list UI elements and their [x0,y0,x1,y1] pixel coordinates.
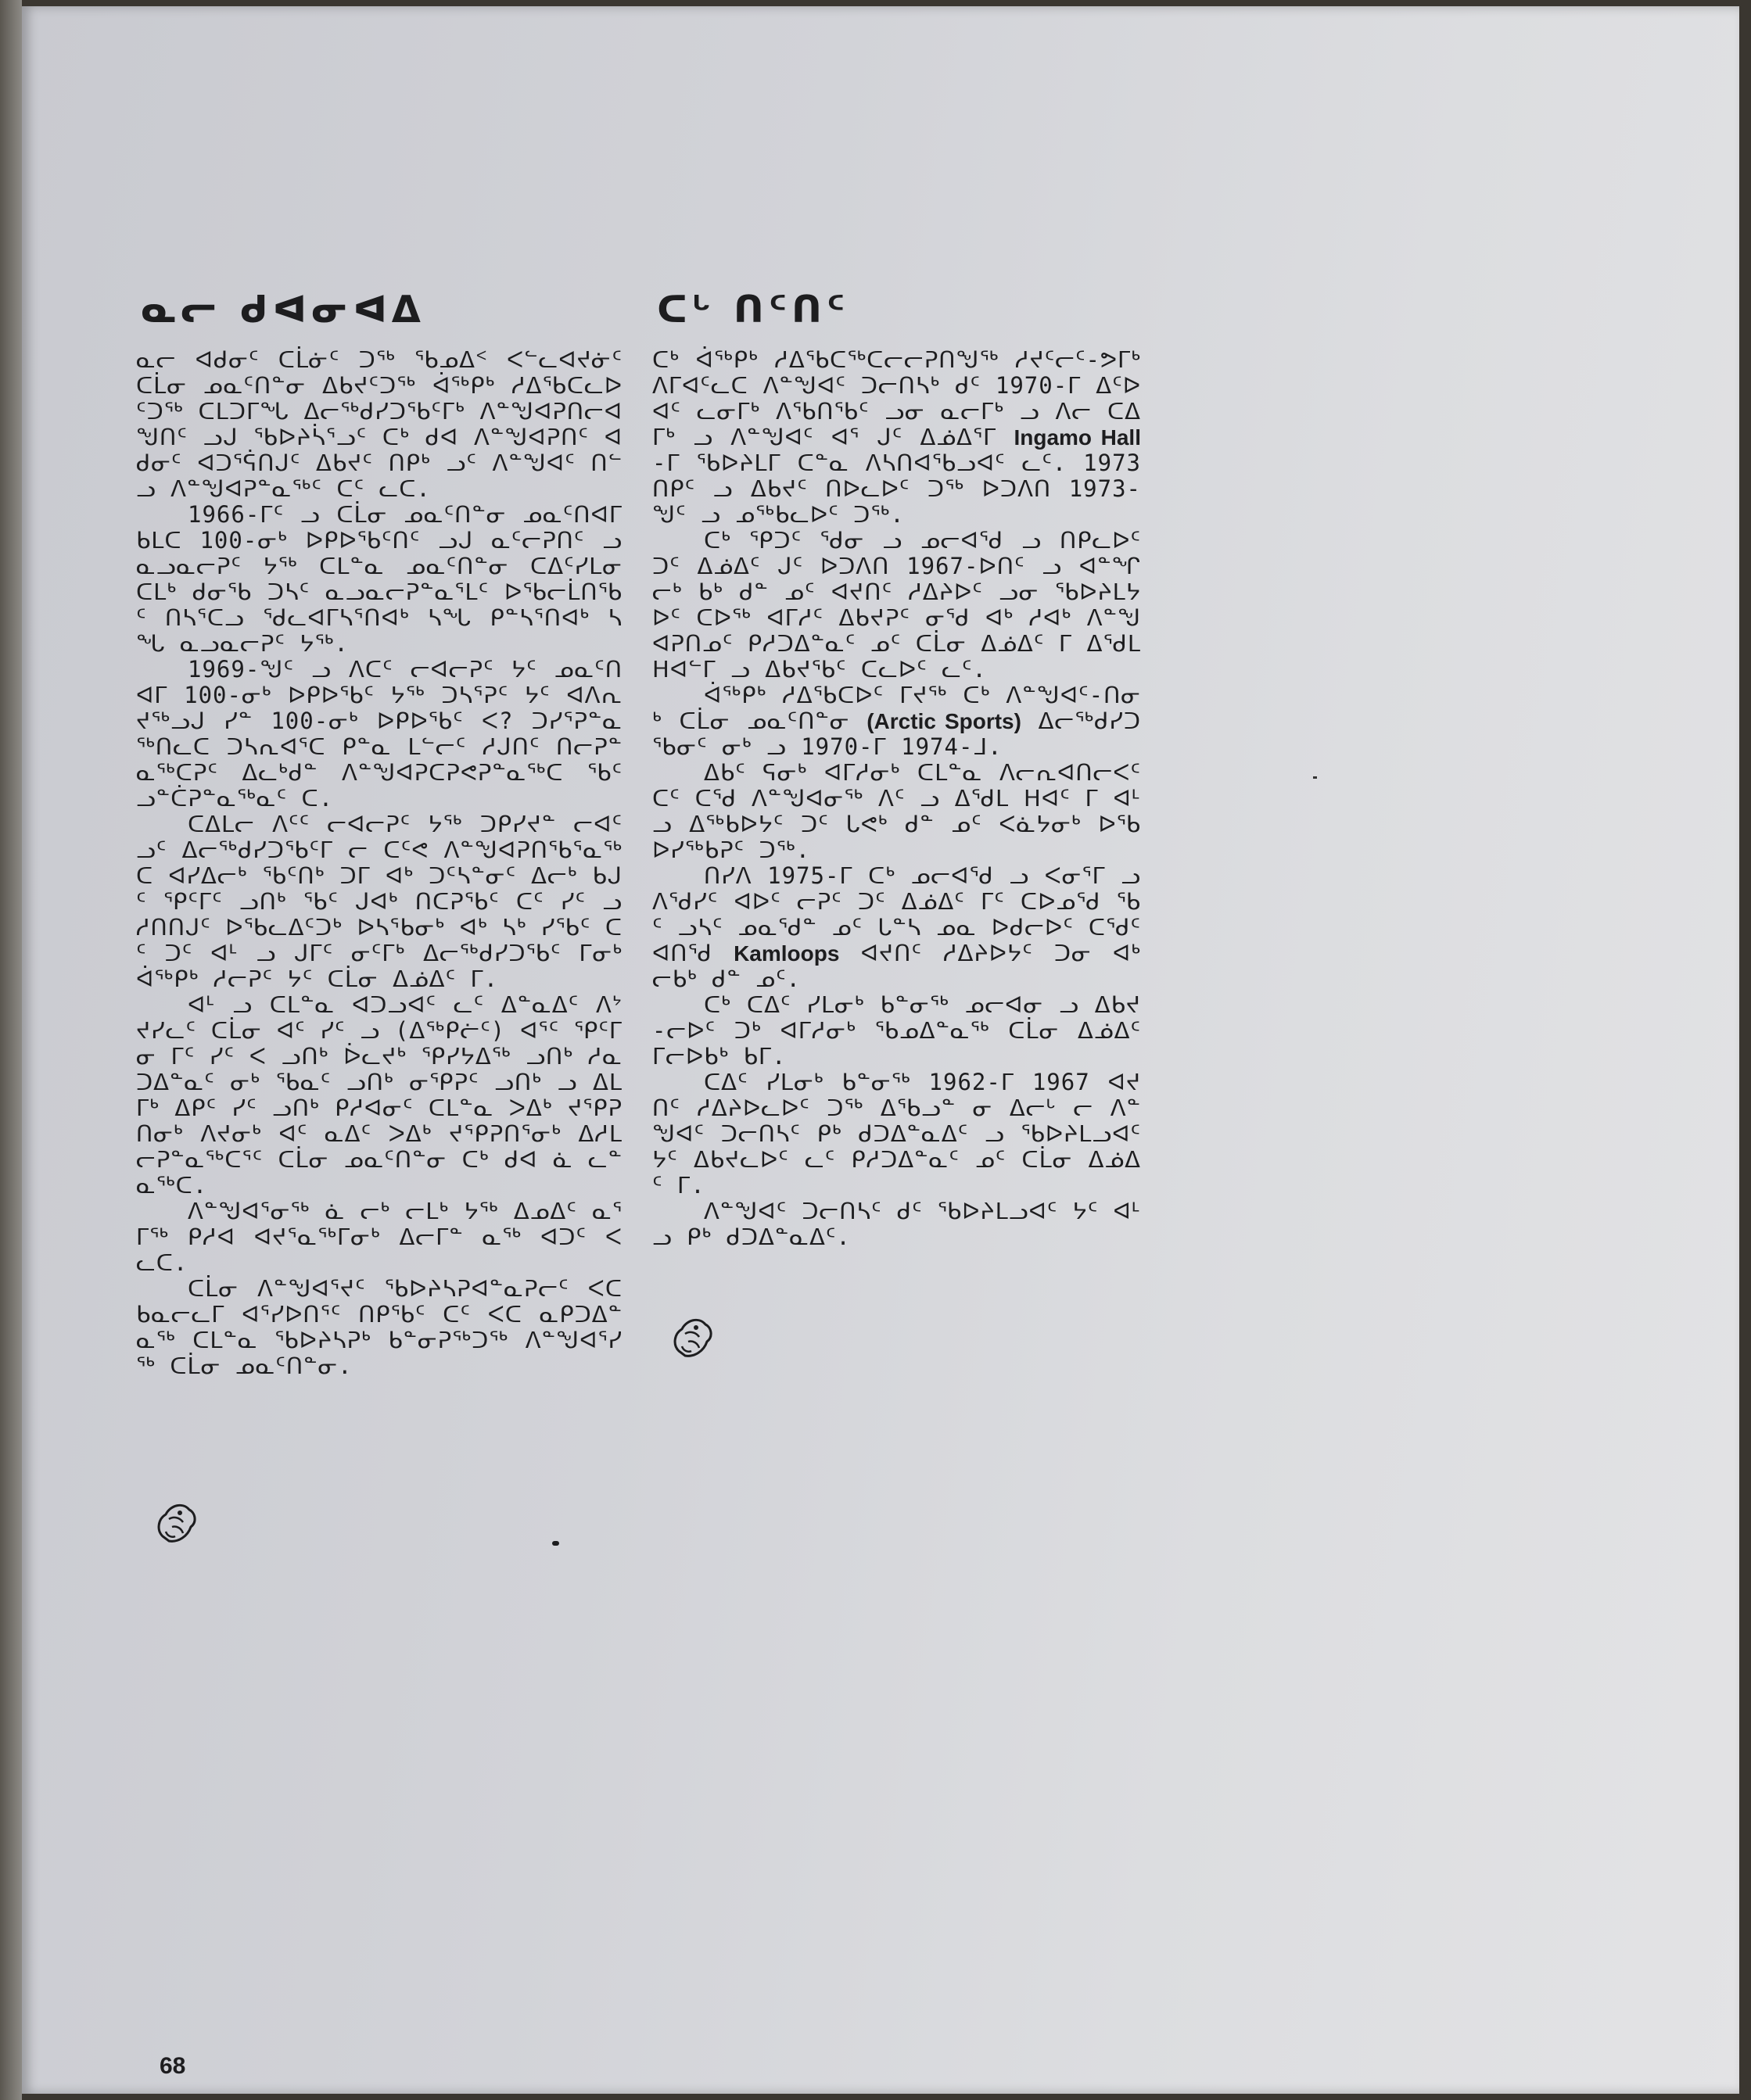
right-paragraph [652,1069,1156,1199]
paragraph-text: ᐊᔪᑎᑦ ᓱᐃᔨᐅᔭᑦ ᑐᓂ ᐊᒃ ᓕᑲᒃ ᑯᓐ ᓄᑦ. [652,940,1156,992]
right-column-heading: ᑕᒡ ᑎᑦᑎᑦ [657,288,850,331]
book-page [22,6,1739,2094]
paragraph-text: ᑎᓯᐱ 1975-ᒥ ᑕᒃ ᓄᓕᐊᖁ ᓗ ᐸᓂᕐᒥ ᓗ ᐱᖁᓯᑦ ᐊᐅᑦ ᓕᕈᑦ ᑐᑦ ᐃᓅᐃᑦ ᒥᑦ ᑕᐅᓄᖁ ᖃᑦ ᓗᓴᑦ ᓄᓇᖁᓐ ᓄᑦ ᒐᓐᓴ ᓄᓇ ᐅᑯᓕᐅᑦ ᑕᖁᑦ ᐊᑎᖁ [652,862,1156,966]
right-paragraph [652,759,1156,863]
ink-dot [552,1541,559,1546]
ink-speck [1313,776,1317,779]
right-column [652,288,1156,1250]
left-column [136,288,637,1379]
paragraph-text: ᑕᒃ ᕿᑐᑦ ᖁᓂ ᓗ ᓄᓕᐊᖁ ᓗ ᑎᑭᓚᐅᑦ ᑐᑦ ᐃᓅᐃᑦ ᒍᑦ ᐅᑐᐱᑎ 1967-ᐅᑎᑦ ᓗ ᐊᓐᖏᓕᒃ ᑲᒃ ᑯᓐ ᓄᑦ ᐊᔪᑎᑦ ᓱᐃᔨᐅᑦ ᓗᓂ ᖃᐅᔨᒪᔭᐅᑦ ᑕᐅᖅ ᐊᒥᓱᑦ ᐃᑲᔪᕈᑦ ᓂᖁ ᐊᒃ ᓱᐊᒃ ᐱᓐᖑᐊᕈᑎᓄᑦ ᑭᓱᑐᐃᓐᓇᑦ ᓄᑦ ᑕᒫᓂ ᐃᓅᐃᑦ ᒥ ᐃᖁᒪ ᕼᐊᓪᒥ ᓗ ᐃᑲᔪᖃᑦ ᑕᓚᐅᑦ ᓚᑦ. [652,527,1156,683]
paragraph-text: ᐃᑲᑦ ᕋᓂᒃ ᐊᒥᓱᓂᒃ ᑕᒪᓐᓇ ᐱᓕᕆᐊᑎᓕᐸᑦ ᑕᑦ ᑕᖁ ᐱᓐᖑᐊᓂᖅ ᐱᑦ ᓗ ᐃᖁᒪ ᕼᐊᑦ ᒥ ᐊᒻ ᓗ ᐃᖅᑲᐅᔭᑦ ᑐᑦ ᒐᕙᒃ ᑯᓐ ᓄᑦ ᐸᓈᔭᓂᒃ ᐅᖃᐅᓯᖅᑲᕈᑦ ᑐᖅ. [652,759,1156,863]
paragraph-text: ᑕᒃ ᑕᐃᑦ ᓯᒪᓂᒃ ᑲᓐᓂᖅ ᓄᓕᐊᓂ ᓗ ᐃᑲᔪ-ᓕᐅᑦ ᑐᒃ ᐊᒥᓱᓂᒃ ᖃᓄᐃᓐᓇᖅ ᑕᒫᓂ ᐃᓅᐃᑦ ᒥᓕᐅᑲᒃ ᑲᒥ. [652,991,1156,1070]
paragraph-text: ᐱᓐᖑᐊᑦ ᑐᓕᑎᓴᑦ ᑯᑦ ᖃᐅᔨᒪᓗᐊᑦ ᔭᑦ ᐊᒻ ᓗ ᑭᒃ ᑯᑐᐃᓐᓇᐃᑦ. [652,1198,1156,1250]
left-paragraph: 1966-ᒥᑦ ᓗ ᑕᒫᓂ ᓄᓇᑦᑎᓐᓂ ᓄᓇᑦᑎᐊᒥ ᑲᒪᑕ 100-ᓂᒃ ᐅᑭᐅᖃᑦᑎᑦ ᓗᒍ ᓇᑦᓕᕈᑎᑦ ᓗ ᓇᓗᓇᓕᕈᑦ ᔭᖅ ᑕᒪᓐᓇ ᓄᓇᑦᑎᓐᓂ ᑕᐃᑦᓯᒪᓂ ᑕᒪᒃ ᑯᓂᖃ ᑐᓴᑦ ᓇᓗᓇᓕᕈᓐᓇᕐᒪᑦ ᐅᖃᓕᒫᑎᖃᑦ ᑎᓴᕐᑕᓗ ᖁᓚᐊᒥᓴᕐᑎᐊᒃ ᓴᖓ ᑭᓐᓴᕐᑎᐊᒃ ᓴᖓ ᓇᓗᓇᓕᕈᑦ ᔭᖅ. [136,501,637,657]
right-paragraph [652,1198,1156,1250]
right-paragraph [652,346,1156,528]
left-paragraph: 1969-ᖑᑦ ᓗ ᐱᑕᑦ ᓕᐊᓕᕈᑦ ᔭᑦ ᓄᓇᑦᑎᐊᒥ 100-ᓂᒃ ᐅᑭᐅᖃᑦ ᔭᖅ ᑐᓴᕐᕈᑦ ᔭᑦ ᐊᐱᕆᔪᖅᓗᒍ ᓯᓐ 100-ᓂᒃ ᐅᑭᐅᖃᑦ ᐸ? ᑐᓯᕐᕈᓐᓇᖅᑎᓚᑕ ᑐᓴᕆᐊᕐᑕ ᑭᓐᓇ ᒪᓪᓕᑦ ᓱᒍᑎᑦ ᑎᓕᕈᓐᓇᖅᑕᕈᑦ ᐃᓚᒃᑯᓐ ᐱᓐᖑᐊᕈᑕᕈᕙᕈᓐᓇᖅᑕ ᖃᑦ ᓗᓐᑖᕈᓐᓇᖅᓇᑦ ᑕ. [136,656,637,812]
paragraph-text: ᐃᓕᖅᑯᓯᑐᖃᓂᑦ ᓂᒃ ᓗ 1970-ᒥ 1974-ᒧ. [652,708,1142,760]
section-end-emblem-icon [668,1310,718,1365]
english-term: Kamloops [734,941,840,966]
left-paragraph: ᑕᐃᒪᓕ ᐱᑦᑦ ᓕᐊᓕᕈᑦ ᔭᖅ ᑐᑭᓯᔪᓐ ᓕᐊᑦ ᓗᑦ ᐃᓕᖅᑯᓯᑐᖃᑦᒥ ᓕ ᑕᑦᕙ ᐱᓐᖑᐊᕈᑎᖃᕐᓇᖅᑕ ᐊᓯᐃᓕᒃ ᖃᑦᑎᒃ ᑐᒥ ᐊᒃ ᑐᑦᓴᓐᓂᑦ ᐃᓕᒃ ᑲᒍᑦ ᕿᑦᒥᑦ ᓗᑎᒃ ᖃᑦ ᒍᐊᒃ ᑎᑕᕈᖃᑦ ᑕᑦ ᓯᑦ ᓗ ᓱᑎᑎᒍᑦ ᐅᖃᓚᐃᑦᑐᒃ ᐅᓴᕐᑲᓂᒃ ᐊᒃ ᓴᒃ ᓯᖃᑦ ᑕᑦ ᑐᑦ ᐊᒻ ᓗ ᒍᒥᑦ ᓂᑦᒥᒃ ᐃᓕᖅᑯᓯᑐᖃᑦ ᒥᓂᒃ ᐋᖅᑭᒃ ᓱᓕᕈᑦ ᔭᑦ ᑕᒫᓂ ᐃᓅᐃᑦ ᒥ. [136,811,637,992]
right-column-body [652,346,1156,1250]
right-paragraph [652,862,1156,992]
left-column-heading: ᓇᓕ ᑯᐊᓂᐊᐃ [141,288,425,331]
right-paragraph [652,527,1156,683]
left-paragraph: ᐱᓐᖑᐊᕐᓂᖅ ᓈ ᓕᒃ ᓕᒪᒃ ᔭᖅ ᐃᓄᐃᑦ ᓇᕐᒥᖅ ᑭᓱᐊ ᐊᔪᕐᓇᖅᒥᓂᒃ ᐃᓕᒥᓐ ᓇᖅ ᐊᑐᑦ ᐸ ᓚᑕ. [136,1198,637,1276]
page-number: 68 [160,2053,186,2079]
book-page-edge [0,0,22,2100]
paragraph-text: ᑕᒃ ᐋᖅᑭᒃ ᓱᐃᖃᑕᖅᑕᓕᓕᕈᑎᖑᖅ ᓱᔪᑦᓕᑦ-ᕗᒥᒃ ᐱᒥᐊᑦᓚᑕ ᐱᓐᖑᐊᑦ ᑐᓕᑎᓴᒃ ᑯᑦ 1970-ᒥ ᐃᑦᐅᐊᑦ ᓚᓂᒥᒃ ᐱᖃᑎᖃᑦ ᓗᓂ ᓇᓕᒥᒃ ᓗ ᐱᓕ ᑕᐃᒥᒃ ᓗ ᐱᓐᖑᐊᑦ ᐊᕐ ᒍᑦ ᐃᓅᐃᕐᒥ [652,346,1156,450]
english-term: Ingamo Hall [1014,425,1141,450]
paragraph-text: ᐋᖅᑭᒃ ᓱᐃᖃᑕᐅᑦ ᒥᔪᖅ ᑕᒃ ᐱᓐᖑᐊᑦ-ᑎᓂᒃ ᑕᒫᓂ ᓄᓇᑦᑎᓐᓂ [652,682,1141,734]
paragraph-text: -ᒥ ᖃᐅᔨᒪᒥ ᑕᓐᓇ ᐱᓴᑎᐊᖃᓗᐊᑦ ᓚᑦ. 1973 ᑎᑭᑦ ᓗ ᐃᑲᔪᑦ ᑎᐅᓚᐅᑦ ᑐᖅ ᐅᑐᐱᑎ 1973-ᖑᑦ ᓗ ᓄᖅᑲᓚᐅᑦ ᑐᖅ. [652,424,1156,528]
section-end-emblem-icon [152,1496,202,1550]
right-paragraph [652,991,1156,1070]
right-paragraph [652,683,1141,760]
left-paragraph: ᐊᒻ ᓗ ᑕᒪᓐᓇ ᐊᑐᓗᐊᑦ ᓚᑦ ᐃᓐᓇᐃᑦ ᐱᔾ ᔪᓯᓚᑦ ᑕᒫᓂ ᐊᑦ ᓯᑦ ᓗ (ᐃᖅᑭᓖᑦ) ᐊᕐᑦ ᕿᑦᒥ ᓂ ᒥᑦ ᓯᑦ ᐸ ᓗᑎᒃ ᐆᓚᔪᒃ ᕿᓯᔭᐃᖅ ᓗᑎᒃ ᓱᓇᑐᐃᓐᓇᑦ ᓂᒃ ᖃᓇᑦ ᓗᑎᒃ ᓂᕿᕈᑦ ᓗᑎᒃ ᓗ ᐃᒪᒥᒃ ᐃᑭᑦ ᓯᑦ ᓗᑎᒃ ᑭᓱᐊᓂᑦ ᑕᒪᓐᓇ ᐳᐃᒃ ᔪᕐᑭᕈᑎᓂᒃ ᐱᔪᓂᒃ ᐊᑦ ᓇᐃᑦ ᐳᐃᒃ ᔪᕐᑭᕈᑎᕐᓂᒃ ᐃᓱᒪᓕᕈᓐᓇᖅᑕᕐᑦ ᑕᒫᓂ ᓄᓇᑦᑎᓐᓂ ᑕᒃ ᑯᐊ ᓈ ᓚᓐᓇᖅᑕ. [136,991,637,1199]
left-paragraph: ᑕᒫᓂ ᐱᓐᖑᐊᕐᔪᑦ ᖃᐅᔨᓴᕈᐊᓐᓇᕈᓕᑦ ᐸᑕ ᑲᓇᓕᓚᒥ ᐊᕐᓯᐅᑎᕐᑦ ᑎᑭᖃᑦ ᑕᑦ ᐸᑕ ᓇᑭᑐᐃᓐᓇᖅ ᑕᒪᓐᓇ ᖃᐅᔨᓴᕈᒃ ᑲᓐᓂᕈᖅᑐᖅ ᐱᓐᖑᐊᕐᓯᖅ ᑕᒫᓂ ᓄᓇᑦᑎᓐᓂ. [136,1275,637,1379]
left-paragraph: ᓇᓕ ᐊᑯᓂᑦ ᑕᒫᓃᑦ ᑐᖅ ᖃᓄᐃᑉ ᐸᓪᓚᐊᔪᓃᑦ ᑕᒫᓂ ᓄᓇᑦᑎᓐᓂ ᐃᑲᔪᑦᑐᖅ ᐋᖅᑭᒃ ᓱᐃᖃᑕᓚᐅᑦᑐᖅ ᑕᒪᑐᒥᖓ ᐃᓕᖅᑯᓯᑐᖃᑦᒥᒃ ᐱᓐᖑᐊᕈᑎᓕᐊᖑᑎᑦ ᓗᒍ ᖃᐅᔨᓵᕐᓗᑦ ᑕᒃ ᑯᐊ ᐱᓐᖑᐊᕈᑎᑦ ᐊᑯᓂᑦ ᐊᑐᕐᕌᑎᒍᑦ ᐃᑲᔪᑦ ᑎᑭᒃ ᓗᑦ ᐱᓐᖑᐊᑦ ᑎᓪ ᓗ ᐱᓐᖑᐊᕈᓐᓇᖅᑦ ᑕᑦ ᓚᑕ. [136,346,637,502]
english-term: (Arctic Sports) [867,709,1021,733]
paragraph-text: ᑕᐃᑦ ᓯᒪᓂᒃ ᑲᓐᓂᖅ 1962-ᒥ 1967 ᐊᔪᑎᑦ ᓱᐃᔨᐅᓚᐅᑦ ᑐᖅ ᐃᖃᓗᓐ ᓂ ᐃᓕᒡ ᓕ ᐱᓐᖑᐊᑦ ᑐᓕᑎᓴᑦ ᑭᒃ ᑯᑐᐃᓐᓇᐃᑦ ᓗ ᖃᐅᔨᒪᓗᐊᑦ ᔭᑦ ᐃᑲᔪᓚᐅᑦ ᓚᑦ ᑭᓱᑐᐃᓐᓇᑦ ᓄᑦ ᑕᒫᓂ ᐃᓅᐃᑦ ᒥ. [652,1069,1156,1199]
